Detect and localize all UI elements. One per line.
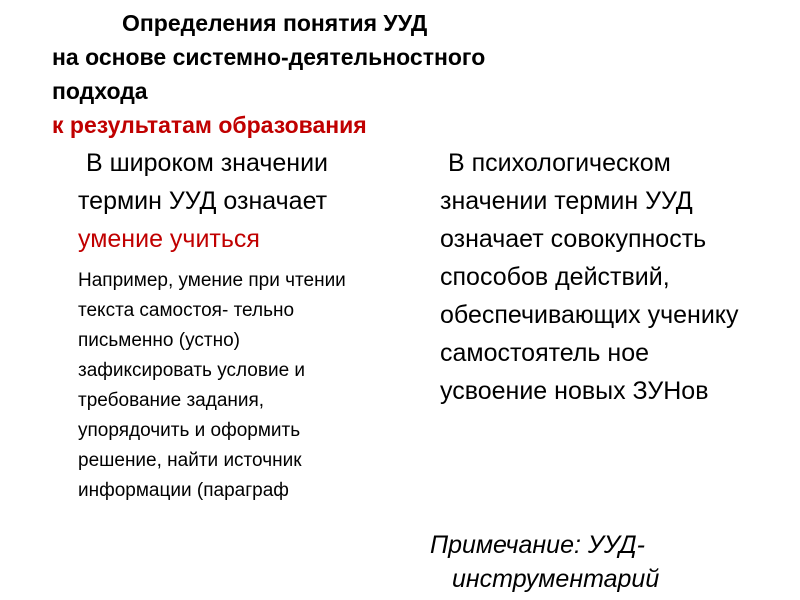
- note: [430, 528, 730, 596]
- note-line-2: инструментарий: [452, 565, 660, 593]
- psychological-definition: [440, 144, 760, 410]
- title-line-3: подхода: [52, 78, 148, 104]
- right-column: [440, 144, 760, 410]
- note-line-1: Примечание: УУД-: [430, 531, 645, 559]
- slide-title: [52, 6, 752, 142]
- broad-definition: [78, 144, 378, 258]
- title-line-2: на основе системно-деятельностного: [52, 44, 486, 70]
- title-line-4-highlight: к результатам образования: [52, 112, 367, 138]
- psychological-definition-text: В психологическом значении термин УУД означает совокупность способов действий, обеспечивающих ученику самостоятель ное усвоение новых ЗУНов: [440, 149, 739, 405]
- title-line-1: Определения понятия УУД: [122, 10, 428, 36]
- example-text: Например, умение при чтении текста самостоя- тельно письменно (устно) зафиксировать условие и требование задания, упорядочить и оформить решение, найти источник информации (параграф: [78, 270, 346, 501]
- broad-definition-highlight: умение учиться: [78, 225, 260, 253]
- broad-definition-text: В широком значении термин УУД означает: [78, 149, 328, 215]
- left-column: [78, 144, 378, 506]
